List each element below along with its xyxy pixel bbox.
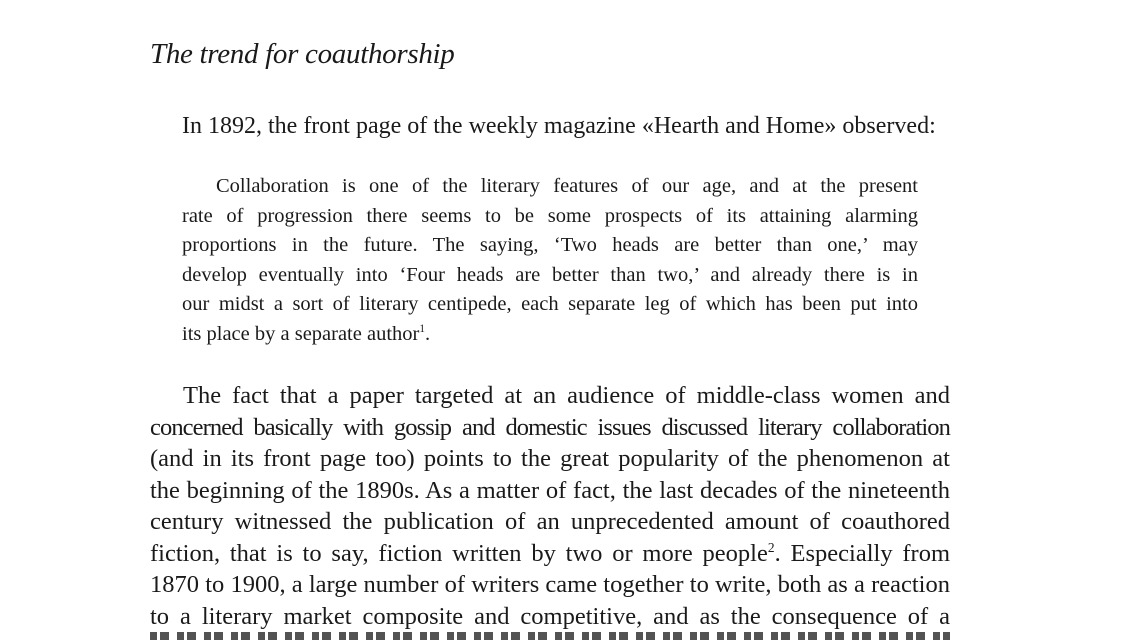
body-line-text: fiction, that is to say, fiction written by two or more people [150,539,768,567]
quote-end-punctuation: . [425,322,431,345]
body-line-with-footnote [150,538,950,570]
block-quote [182,172,918,349]
quote-line: rate of progression there seems to be some prospects of its attaining alarming [182,204,918,227]
body-line: The fact that a paper targeted at an audience of middle-class women and [183,382,950,409]
quote-line-text: its place by a separate author [182,322,420,345]
quote-line: Collaboration is one of the literary features of our age, and at the present [216,175,918,197]
cut-off-text-line [150,632,950,640]
body-line: to a literary market composite and competitive, and as the consequence of a [150,602,950,630]
footnote-marker: 2 [767,539,775,555]
quote-line: proportions in the future. The saying, ‘Two heads are better than one,’ may [182,234,918,256]
quote-line: our midst a sort of literary centipede, each separate leg of which has been put into [182,293,918,315]
quote-line: develop eventually into ‘Four heads are better than two,’ and already there is in [182,263,918,286]
quote-last-line [182,320,918,350]
intro-paragraph: In 1892, the front page of the weekly magazine «Hearth and Home» observed: [182,113,936,139]
body-line: 1870 to 1900, a large number of writers came together to write, both as a reaction [150,571,950,598]
cut-off-text-ink [150,632,950,640]
body-line: century witnessed the publication of an unprecedented amount of coauthored [150,508,950,535]
section-title: The trend for coauthorship [150,38,455,70]
body-line: the beginning of the 1890s. As a matter of fact, the last decades of the nineteenth [150,476,950,504]
body-paragraph [150,380,950,632]
body-line: concerned basically with gossip and domestic issues discussed literary collaboration [150,413,950,441]
body-line: (and in its front page too) points to the great popularity of the phenomenon at [150,445,950,472]
footnote-marker: 1 [419,322,425,335]
body-line-text: . Especially from [774,539,951,567]
